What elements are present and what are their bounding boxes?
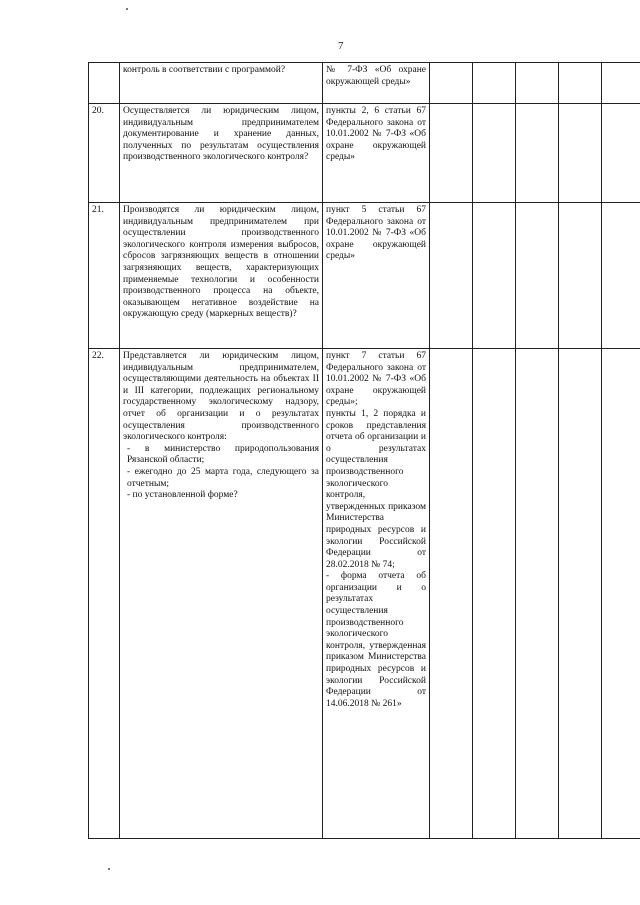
answer-cell: [559, 349, 602, 839]
row-number: 22.: [89, 349, 120, 839]
row-number: 21.: [89, 203, 120, 349]
legal-reference-cell: [323, 203, 430, 349]
answer-cell: [473, 104, 516, 203]
answer-cell: [516, 104, 559, 203]
answer-cell: [430, 349, 473, 839]
question-paragraph: контроль в соответствии с программой?: [123, 65, 286, 75]
question-list-item: - в министерство природопользования Рязанской области;: [127, 443, 319, 466]
question-list-item: - ежегодно до 25 марта года, следующего за отчетным;: [127, 466, 319, 489]
row-number: [89, 63, 120, 104]
answer-cell: [430, 203, 473, 349]
answer-cell: [473, 203, 516, 349]
question-cell: [120, 203, 323, 349]
table-row: [89, 203, 640, 349]
legal-reference-cell: [323, 63, 430, 104]
question-cell: [120, 349, 323, 839]
table-row: [89, 104, 640, 203]
page-number: 7: [338, 40, 344, 52]
answer-cell: [602, 104, 640, 203]
answer-cell: [559, 63, 602, 104]
answer-cell: [516, 349, 559, 839]
row-number: 20.: [89, 104, 120, 203]
legal-reference-paragraph: пункты 2, 6 статьи 67 Федерального закона от 10.01.2002 № 7-ФЗ «Об охране окружающей среды»: [326, 106, 426, 163]
question-list-item: - по установленной форме?: [127, 490, 238, 501]
legal-reference-paragraph: - форма отчета об организации и о результатах осуществления производственного экологического контроля, утвержденная приказом Министерства природных ресурсов и экологии Российской Федерации от 14.06.2018 № 261»: [326, 571, 426, 709]
answer-cell: [559, 203, 602, 349]
answer-cell: [602, 349, 640, 839]
legal-reference-paragraph: пункты 1, 2 порядка и сроков представления отчета об организации и о результатах осуществления производственного экологического контроля, утвержденных приказом Министерства природных ресурсов и экологии Российской Федерации от 28.02.2018 № 74;: [326, 408, 426, 570]
table-row: [89, 63, 640, 104]
legal-reference-cell: [323, 349, 430, 839]
scan-speck: [108, 868, 110, 870]
table-row: [89, 349, 640, 839]
answer-cell: [602, 203, 640, 349]
question-paragraph: Осуществляется ли юридическим лицом, индивидуальным предпринимателем документирование и хранение данных, полученных по результатам осуществления производственного экологического контроля?: [123, 106, 319, 163]
answer-cell: [430, 63, 473, 104]
legal-reference-paragraph: пункт 7 статьи 67 Федерального закона от 10.01.2002 № 7-ФЗ «Об охране окружающей среды»;: [326, 351, 426, 408]
answer-cell: [602, 63, 640, 104]
legal-reference-cell: [323, 104, 430, 203]
question-paragraph: Представляется ли юридическим лицом, индивидуальным предпринимателем, осуществляющими деятельность на объектах II и III категории, подлежащих региональному государственному экологическому надзору, отчет об организации и о результатах осуществления производственного экологического контроля:: [123, 351, 319, 443]
answer-cell: [473, 349, 516, 839]
answer-cell: [559, 104, 602, 203]
answer-cell: [516, 63, 559, 104]
question-cell: [120, 104, 323, 203]
answer-cell: [430, 104, 473, 203]
scan-speck: [126, 8, 128, 10]
answer-cell: [473, 63, 516, 104]
question-paragraph: Производятся ли юридическим лицом, индивидуальным предпринимателем при осуществлении производственного экологического контроля измерения выбросов, сбросов загрязняющих веществ в отношении загрязняющих веществ, характеризующих применяемые технологии и особенности производственного процесса на объекте, оказывающем негативное воздействие на окружающую среду (маркерных веществ)?: [123, 205, 319, 320]
checklist-table: [88, 62, 640, 839]
answer-cell: [516, 203, 559, 349]
question-cell: [120, 63, 323, 104]
legal-reference-paragraph: пункт 5 статьи 67 Федерального закона от 10.01.2002 № 7-ФЗ «Об охране окружающей среды»: [326, 205, 426, 262]
legal-reference-paragraph: № 7-ФЗ «Об охране окружающей среды»: [326, 65, 426, 87]
